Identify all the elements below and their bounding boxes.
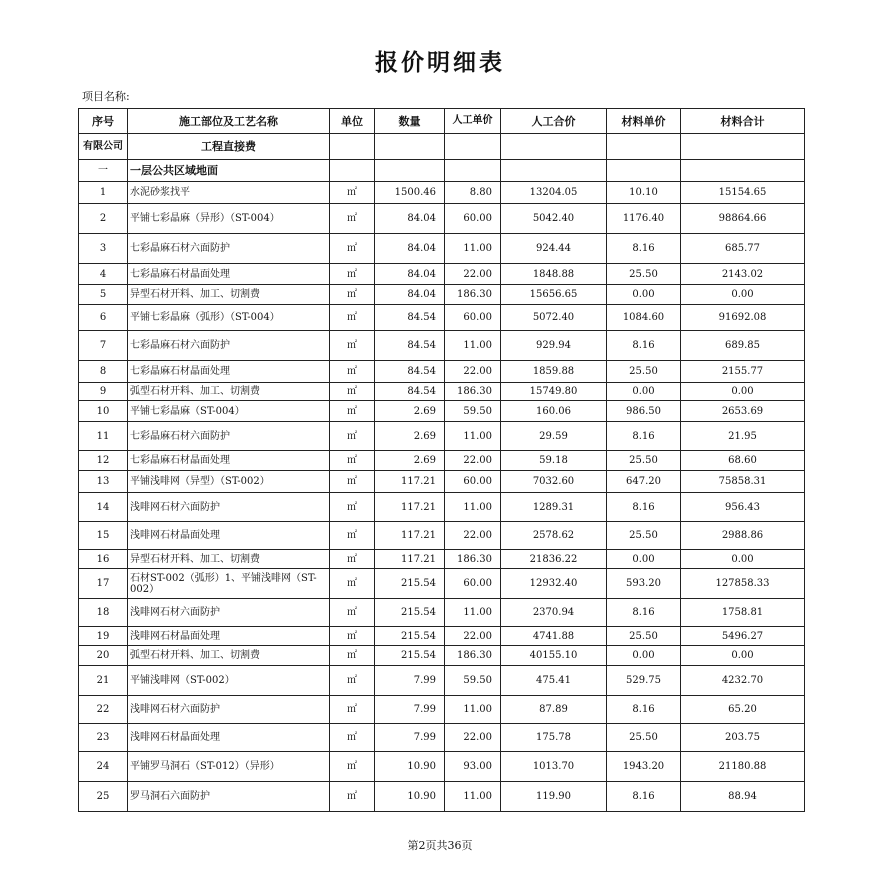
item-name: 水泥砂浆找平 [128,182,330,204]
table-row [79,264,805,285]
material-total-cell: 689.85 [681,331,805,361]
labor-price-cell: 11.00 [445,493,501,522]
labor-total-cell: 924.44 [501,234,607,264]
quantity-cell: 84.54 [375,305,445,331]
material-total-cell: 203.75 [681,724,805,752]
labor-price-cell: 59.50 [445,401,501,422]
header-labor-total: 人工合价 [501,109,607,134]
labor-price-cell: 22.00 [445,522,501,550]
material-total-cell: 0.00 [681,646,805,666]
table-row [79,422,805,451]
quantity-cell: 84.54 [375,361,445,383]
row-number: 17 [79,569,128,599]
table-row [79,182,805,204]
material-total-cell: 91692.08 [681,305,805,331]
labor-price-cell: 8.80 [445,182,501,204]
table-row [79,361,805,383]
labor-price-cell: 22.00 [445,627,501,646]
item-name: 异型石材开料、加工、切割费 [128,550,330,569]
item-name: 石材ST-002（弧形）1、平铺浅啡网（ST-002） [128,569,330,599]
item-name: 平铺浅啡网（异型）（ST-002） [128,471,330,493]
item-name: 弧型石材开料、加工、切割费 [128,646,330,666]
material-total-cell: 4232.70 [681,666,805,696]
unit-cell: ㎡ [330,264,375,285]
labor-total-cell: 13204.05 [501,182,607,204]
table-row [79,646,805,666]
group-name: 一层公共区域地面 [128,160,330,182]
labor-total-cell: 5072.40 [501,305,607,331]
table-row [79,522,805,550]
material-total-cell: 127858.33 [681,569,805,599]
labor-price-cell: 22.00 [445,361,501,383]
labor-price-cell: 11.00 [445,599,501,627]
item-name: 七彩晶麻石材六面防护 [128,234,330,264]
unit-cell: ㎡ [330,752,375,782]
item-name: 七彩晶麻石材六面防护 [128,331,330,361]
table-row [79,285,805,305]
labor-price-cell: 186.30 [445,550,501,569]
unit-cell: ㎡ [330,646,375,666]
material-price-cell: 8.16 [607,493,681,522]
material-price-cell: 25.50 [607,264,681,285]
row-number: 19 [79,627,128,646]
row-number: 5 [79,285,128,305]
material-price-cell: 8.16 [607,782,681,812]
labor-total-cell: 29.59 [501,422,607,451]
quantity-cell: 7.99 [375,724,445,752]
row-number: 14 [79,493,128,522]
material-price-cell: 8.16 [607,696,681,724]
table-row [79,550,805,569]
material-price-cell: 25.50 [607,522,681,550]
table-row [79,627,805,646]
quantity-cell: 117.21 [375,493,445,522]
unit-cell: ㎡ [330,569,375,599]
unit-cell: ㎡ [330,361,375,383]
quantity-cell: 2.69 [375,451,445,471]
row-number: 2 [79,204,128,234]
unit-cell: ㎡ [330,550,375,569]
material-price-cell: 593.20 [607,569,681,599]
quantity-cell: 84.54 [375,383,445,401]
material-price-cell: 25.50 [607,451,681,471]
table-row [79,493,805,522]
quantity-cell: 117.21 [375,471,445,493]
row-number: 22 [79,696,128,724]
row-number: 24 [79,752,128,782]
labor-total-cell: 175.78 [501,724,607,752]
quantity-cell: 84.04 [375,264,445,285]
table-row [79,599,805,627]
material-price-cell: 8.16 [607,234,681,264]
material-total-cell: 65.20 [681,696,805,724]
quantity-cell: 7.99 [375,666,445,696]
row-number: 1 [79,182,128,204]
material-price-cell: 0.00 [607,383,681,401]
material-total-cell: 685.77 [681,234,805,264]
labor-total-cell: 1848.88 [501,264,607,285]
material-price-cell: 1176.40 [607,204,681,234]
section-no: 有限公司 [79,134,128,160]
row-number: 12 [79,451,128,471]
unit-cell: ㎡ [330,285,375,305]
quote-table [78,108,805,812]
quantity-cell: 84.54 [375,331,445,361]
quantity-cell: 84.04 [375,204,445,234]
quantity-cell: 215.54 [375,569,445,599]
row-number: 3 [79,234,128,264]
header-labor-price: 人工单价 [445,109,501,134]
header-no: 序号 [79,109,128,134]
material-price-cell: 8.16 [607,422,681,451]
labor-price-cell: 22.00 [445,724,501,752]
material-total-cell: 5496.27 [681,627,805,646]
labor-total-cell: 7032.60 [501,471,607,493]
table-row [79,724,805,752]
material-total-cell: 21.95 [681,422,805,451]
table-row [79,401,805,422]
document-title: 报价明细表 [375,50,505,76]
quantity-cell: 1500.46 [375,182,445,204]
material-total-cell: 1758.81 [681,599,805,627]
labor-total-cell: 475.41 [501,666,607,696]
table-row [79,752,805,782]
row-number: 7 [79,331,128,361]
labor-total-cell: 15656.65 [501,285,607,305]
material-total-cell: 98864.66 [681,204,805,234]
labor-total-cell: 2370.94 [501,599,607,627]
header-material-total: 材料合计 [681,109,805,134]
labor-price-cell: 59.50 [445,666,501,696]
labor-price-cell: 186.30 [445,285,501,305]
labor-total-cell: 5042.40 [501,204,607,234]
labor-price-cell: 11.00 [445,234,501,264]
item-name: 罗马洞石六面防护 [128,782,330,812]
header-unit: 单位 [330,109,375,134]
row-number: 25 [79,782,128,812]
labor-total-cell: 160.06 [501,401,607,422]
material-price-cell: 0.00 [607,285,681,305]
item-name: 异型石材开料、加工、切割费 [128,285,330,305]
item-name: 平铺七彩晶麻（异形）（ST-004） [128,204,330,234]
labor-price-cell: 186.30 [445,383,501,401]
quantity-cell: 215.54 [375,599,445,627]
item-name: 七彩晶麻石材六面防护 [128,422,330,451]
material-price-cell: 25.50 [607,627,681,646]
material-price-cell: 25.50 [607,724,681,752]
unit-cell: ㎡ [330,599,375,627]
item-name: 浅啡网石材晶面处理 [128,724,330,752]
material-total-cell: 68.60 [681,451,805,471]
material-price-cell: 1084.60 [607,305,681,331]
labor-total-cell: 929.94 [501,331,607,361]
row-number: 16 [79,550,128,569]
quantity-cell: 10.90 [375,752,445,782]
item-name: 平铺浅啡网（ST-002） [128,666,330,696]
row-number: 23 [79,724,128,752]
labor-total-cell: 1289.31 [501,493,607,522]
quantity-cell: 10.90 [375,782,445,812]
row-number: 6 [79,305,128,331]
quantity-cell: 215.54 [375,646,445,666]
section-row [79,134,805,160]
quantity-cell: 7.99 [375,696,445,724]
material-price-cell: 0.00 [607,550,681,569]
table-row [79,234,805,264]
item-name: 浅啡网石材六面防护 [128,696,330,724]
unit-cell: ㎡ [330,724,375,752]
unit-cell: ㎡ [330,471,375,493]
material-total-cell: 15154.65 [681,182,805,204]
row-number: 21 [79,666,128,696]
unit-cell: ㎡ [330,401,375,422]
unit-cell: ㎡ [330,331,375,361]
material-total-cell: 2653.69 [681,401,805,422]
labor-total-cell: 40155.10 [501,646,607,666]
labor-price-cell: 93.00 [445,752,501,782]
material-total-cell: 21180.88 [681,752,805,782]
table-row [79,331,805,361]
item-name: 七彩晶麻石材晶面处理 [128,361,330,383]
labor-total-cell: 15749.80 [501,383,607,401]
quantity-cell: 117.21 [375,550,445,569]
group-no: 一 [79,160,128,182]
material-total-cell: 75858.31 [681,471,805,493]
page-footer: 第2页共36页 [407,839,473,852]
unit-cell: ㎡ [330,493,375,522]
unit-cell: ㎡ [330,234,375,264]
item-name: 七彩晶麻石材晶面处理 [128,264,330,285]
quantity-cell: 2.69 [375,401,445,422]
unit-cell: ㎡ [330,422,375,451]
table-row [79,569,805,599]
labor-price-cell: 22.00 [445,264,501,285]
item-name: 平铺七彩晶麻（ST-004） [128,401,330,422]
group-row [79,160,805,182]
row-number: 18 [79,599,128,627]
labor-price-cell: 22.00 [445,451,501,471]
material-price-cell: 1943.20 [607,752,681,782]
labor-total-cell: 1013.70 [501,752,607,782]
item-name: 弧型石材开料、加工、切割费 [128,383,330,401]
material-total-cell: 2155.77 [681,361,805,383]
unit-cell: ㎡ [330,782,375,812]
labor-price-cell: 60.00 [445,471,501,493]
labor-total-cell: 4741.88 [501,627,607,646]
row-number: 9 [79,383,128,401]
labor-price-cell: 186.30 [445,646,501,666]
labor-total-cell: 12932.40 [501,569,607,599]
table-row [79,471,805,493]
item-name: 平铺七彩晶麻（弧形）（ST-004） [128,305,330,331]
material-price-cell: 25.50 [607,361,681,383]
material-total-cell: 2143.02 [681,264,805,285]
item-name: 浅啡网石材晶面处理 [128,627,330,646]
row-number: 10 [79,401,128,422]
quantity-cell: 84.04 [375,285,445,305]
material-price-cell: 8.16 [607,331,681,361]
material-total-cell: 88.94 [681,782,805,812]
unit-cell: ㎡ [330,522,375,550]
labor-total-cell: 1859.88 [501,361,607,383]
unit-cell: ㎡ [330,182,375,204]
project-name-label: 项目名称: [82,90,130,103]
header-material-price: 材料单价 [607,109,681,134]
item-name: 浅啡网石材晶面处理 [128,522,330,550]
material-price-cell: 529.75 [607,666,681,696]
item-name: 平铺罗马洞石（ST-012）（异形） [128,752,330,782]
labor-total-cell: 119.90 [501,782,607,812]
quantity-cell: 2.69 [375,422,445,451]
material-price-cell: 647.20 [607,471,681,493]
header-qty: 数量 [375,109,445,134]
table-row [79,383,805,401]
material-price-cell: 8.16 [607,599,681,627]
labor-price-cell: 60.00 [445,204,501,234]
labor-total-cell: 87.89 [501,696,607,724]
item-name: 浅啡网石材六面防护 [128,493,330,522]
item-name: 浅啡网石材六面防护 [128,599,330,627]
material-total-cell: 956.43 [681,493,805,522]
material-total-cell: 2988.86 [681,522,805,550]
row-number: 11 [79,422,128,451]
labor-price-cell: 11.00 [445,331,501,361]
table-row [79,782,805,812]
quantity-cell: 215.54 [375,627,445,646]
section-name: 工程直接费 [128,134,330,160]
row-number: 20 [79,646,128,666]
material-price-cell: 10.10 [607,182,681,204]
labor-price-cell: 60.00 [445,305,501,331]
row-number: 8 [79,361,128,383]
unit-cell: ㎡ [330,696,375,724]
labor-price-cell: 11.00 [445,422,501,451]
material-price-cell: 0.00 [607,646,681,666]
material-total-cell: 0.00 [681,383,805,401]
row-number: 13 [79,471,128,493]
row-number: 15 [79,522,128,550]
table-row [79,204,805,234]
unit-cell: ㎡ [330,204,375,234]
labor-total-cell: 59.18 [501,451,607,471]
unit-cell: ㎡ [330,666,375,696]
row-number: 4 [79,264,128,285]
header-row [79,109,805,134]
labor-price-cell: 60.00 [445,569,501,599]
table-row [79,666,805,696]
unit-cell: ㎡ [330,305,375,331]
quantity-cell: 117.21 [375,522,445,550]
material-total-cell: 0.00 [681,285,805,305]
header-name: 施工部位及工艺名称 [128,109,330,134]
unit-cell: ㎡ [330,383,375,401]
material-total-cell: 0.00 [681,550,805,569]
material-price-cell: 986.50 [607,401,681,422]
item-name: 七彩晶麻石材晶面处理 [128,451,330,471]
labor-price-cell: 11.00 [445,782,501,812]
labor-price-cell: 11.00 [445,696,501,724]
quantity-cell: 84.04 [375,234,445,264]
unit-cell: ㎡ [330,451,375,471]
labor-total-cell: 21836.22 [501,550,607,569]
table-row [79,305,805,331]
labor-total-cell: 2578.62 [501,522,607,550]
table-row [79,696,805,724]
unit-cell: ㎡ [330,627,375,646]
table-row [79,451,805,471]
